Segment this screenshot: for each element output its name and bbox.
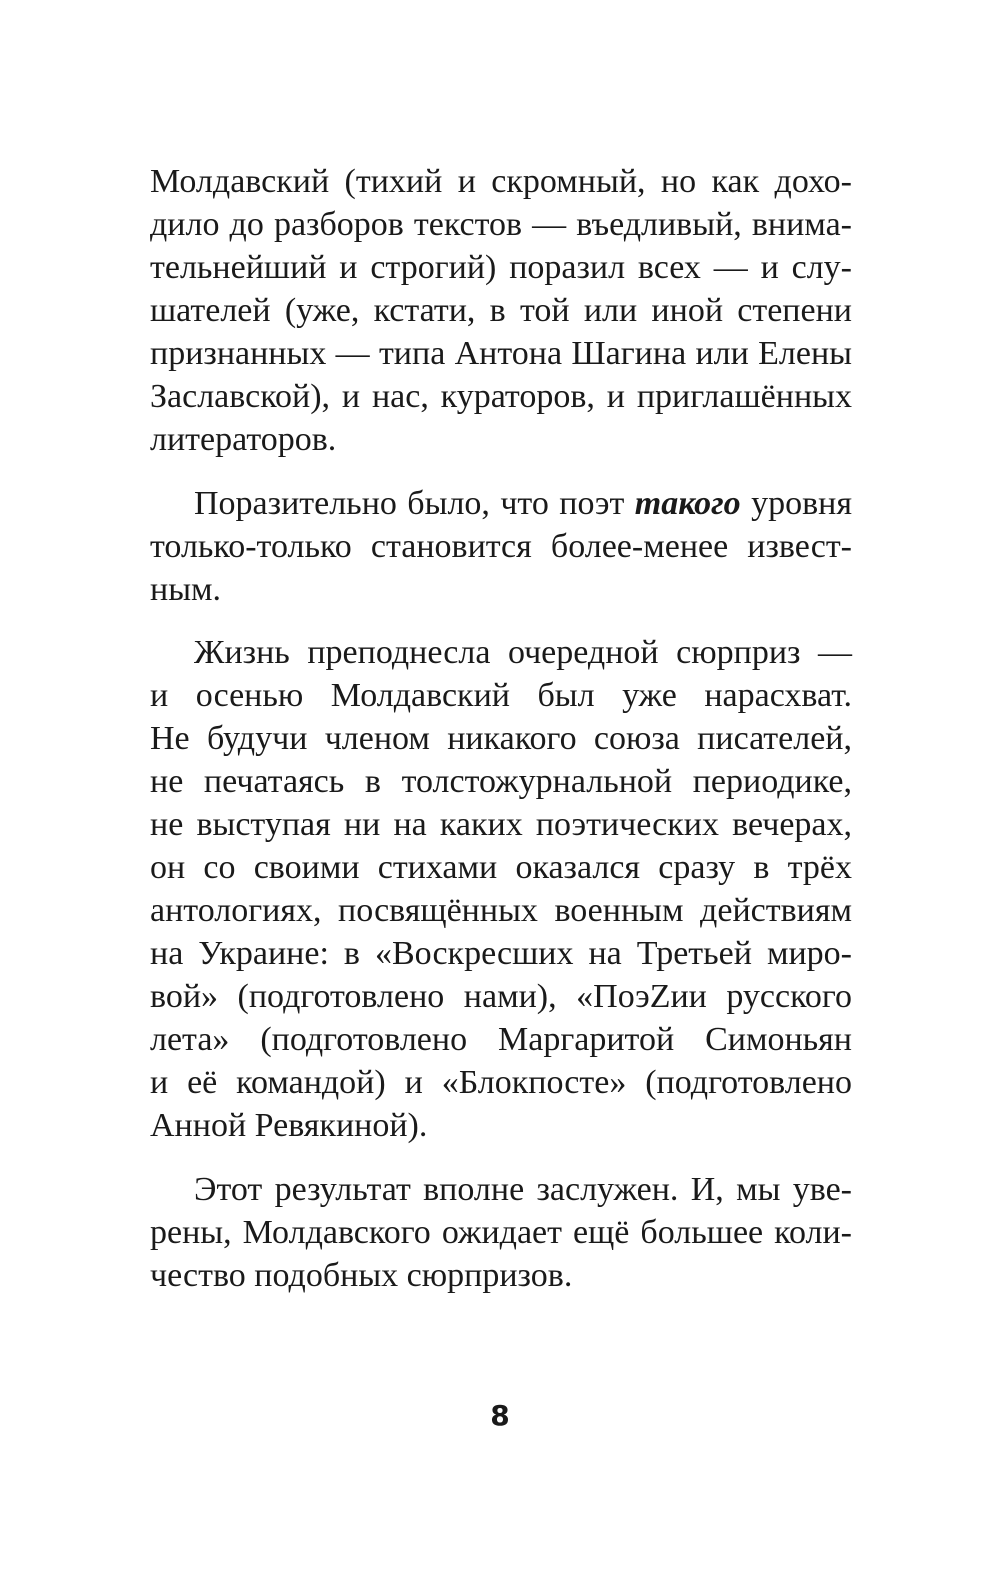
text-line: Молдавский (тихий и скромный, но как дохо- — [150, 163, 852, 200]
text-line: Анной Ревякиной). — [150, 1107, 428, 1144]
text-line: он со своими стихами оказался сразу в трёх — [150, 849, 852, 886]
paragraph-4 — [150, 1168, 852, 1297]
text-line: антологиях, посвящённых военным действиям — [150, 892, 852, 929]
text-fragment: уровня — [740, 484, 852, 522]
text-line: и её командой) и «Блокпосте» (подготовлено — [150, 1064, 852, 1101]
text-line: не печатаясь в толстожурнальной периодике, — [150, 763, 852, 800]
emphasized-word: такого — [634, 484, 741, 522]
text-line: Жизнь преподнесла очередной сюрприз — — [194, 634, 852, 671]
text-line: вой» (подготовлено нами), «ПоэZии русского — [150, 978, 852, 1015]
text-line: лета» (подготовлено Маргаритой Симоньян — [150, 1021, 852, 1058]
text-line: чество подобных сюрпризов. — [150, 1256, 573, 1294]
text-line — [150, 482, 852, 525]
paragraph-3 — [150, 631, 852, 1147]
page-number: 8 — [490, 1399, 510, 1432]
text-line: рены, Молдавского ожидает ещё большее коли- — [150, 1213, 852, 1251]
text-line: Заславской), и нас, кураторов, и приглашённых — [150, 378, 852, 415]
text-line: и осенью Молдавский был уже нарасхват. — [150, 677, 852, 714]
text-line: Этот результат вполне заслужен. И, мы уве- — [194, 1170, 852, 1208]
text-line: признанных — типа Антона Шагина или Елены — [150, 335, 852, 372]
paragraph-1 — [150, 160, 852, 461]
text-fragment: Поразительно было, что поэт — [194, 484, 635, 522]
paragraph-2 — [150, 482, 852, 611]
text-line: литераторов. — [150, 421, 337, 458]
text-line: дило до разборов текстов — въедливый, внима- — [150, 206, 852, 243]
text-line: шателей (уже, кстати, в той или иной степени — [150, 292, 852, 329]
body-text — [150, 160, 852, 1297]
text-line: ным. — [150, 570, 222, 608]
text-line: Не будучи членом никакого союза писателей, — [150, 720, 852, 757]
text-line: не выступая ни на каких поэтических вечерах, — [150, 806, 852, 843]
text-line: на Украине: в «Воскресших на Третьей миро- — [150, 935, 852, 972]
text-line: тельнейший и строгий) поразил всех — и слу- — [150, 249, 852, 286]
text-line: только-только становится более-менее извест- — [150, 527, 852, 565]
